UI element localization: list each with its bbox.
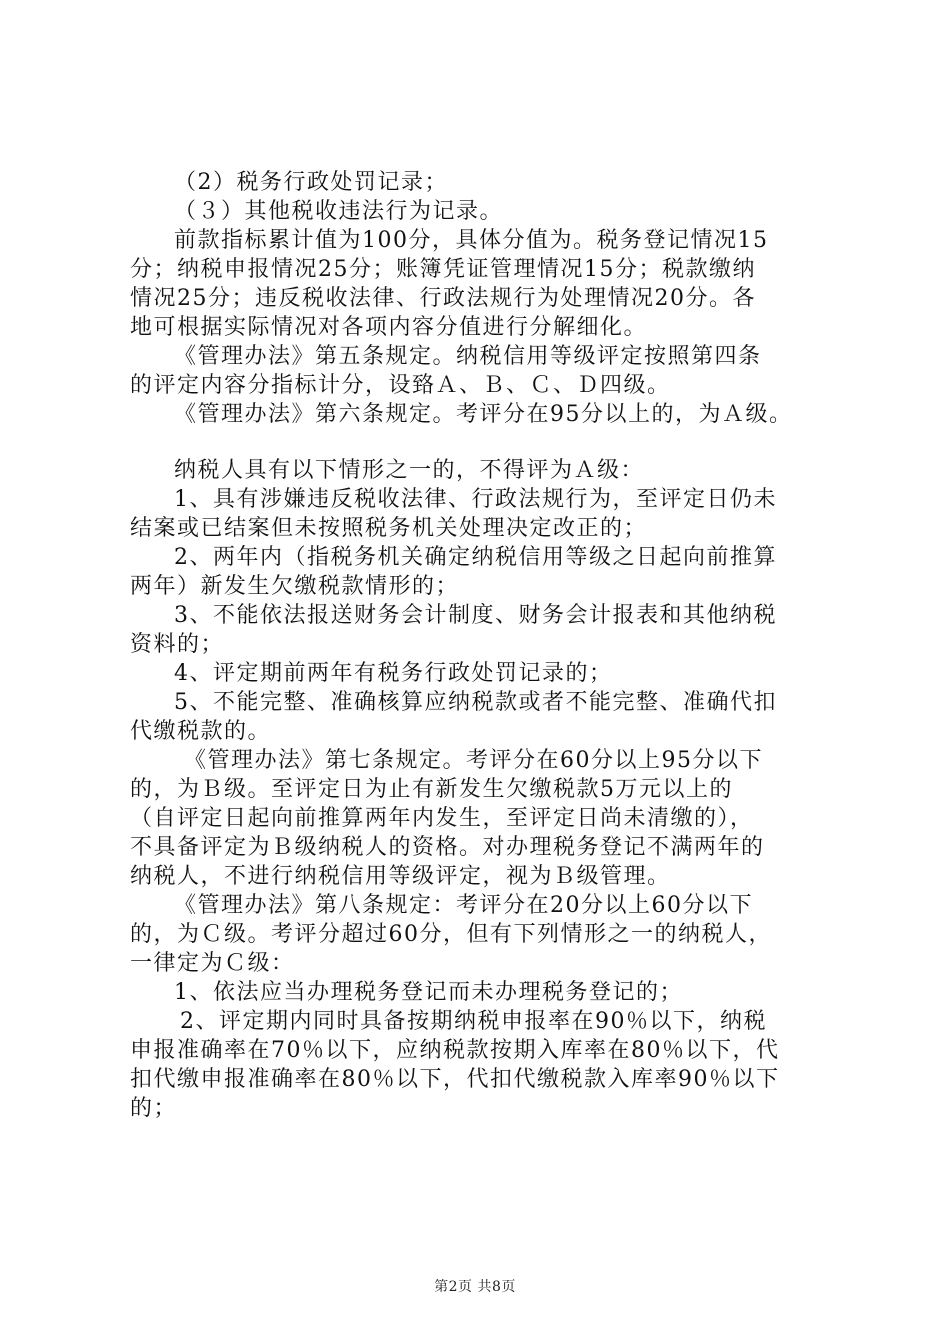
blank-line	[130, 429, 840, 456]
text-line: （自评定日起向前推算两年内发生，至评定日尚未清缴的），	[130, 806, 754, 831]
text-line: 扣代缴申报准确率在80％以下，代扣代缴税款入库率90％以下	[130, 1067, 780, 1092]
text-line: 两年）新发生欠缴税款情形的；	[130, 574, 460, 599]
text-line: 的评定内容分指标计分，设臵Ａ、Ｂ、Ｃ、Ｄ四级。	[130, 373, 671, 398]
text-line: 代缴税款的。	[130, 719, 272, 744]
text-line: 情况25分；违反税收法律、行政法规行为处理情况20分。各	[130, 286, 756, 311]
text-line: 《管理办法》第六条规定。考评分在95分以上的，为Ａ级。	[174, 402, 793, 427]
document-body	[130, 168, 840, 1123]
text-line: 4、评定期前两年有税务行政处罚记录的；	[174, 661, 613, 686]
text-line: 申报准确率在70％以下，应纳税款按期入库率在80％以下，代	[130, 1038, 780, 1063]
text-line: 《管理办法》第五条规定。纳税信用等级评定按照第四条	[174, 344, 762, 369]
text-line: 纳税人具有以下情形之一的，不得评为Ａ级：	[174, 458, 645, 483]
text-line: 1、依法应当办理税务登记而未办理税务登记的；	[174, 980, 683, 1005]
text-line: 的，为Ｃ级。考评分超过60分，但有下列情形之一的纳税人，	[130, 922, 772, 947]
text-line: 1、具有涉嫌违反税收法律、行政法规行为，至评定日仍未	[174, 487, 777, 512]
text-line: 《管理办法》第八条规定：考评分在20分以上60分以下	[174, 893, 753, 918]
page-footer: 第2页 共8页	[434, 1279, 516, 1295]
text-line: 5、不能完整、准确核算应纳税款或者不能完整、准确代扣	[174, 690, 777, 715]
text-line: 不具备评定为Ｂ级纳税人的资格。对办理税务登记不满两年的	[130, 835, 765, 860]
text-line: 2、评定期内同时具备按期纳税申报率在90％以下，纳税	[180, 1009, 767, 1034]
text-line: （2）税务行政处罚记录；	[174, 170, 448, 195]
text-line: 一律定为Ｃ级：	[130, 951, 295, 976]
text-line: 《管理办法》第七条规定。考评分在60分以上95分以下	[184, 748, 763, 773]
text-line: 的，为Ｂ级。至评定日为止有新发生欠缴税款5万元以上的	[130, 777, 733, 802]
text-line: 2、两年内（指税务机关确定纳税信用等级之日起向前推算	[174, 545, 777, 570]
text-line: 3、不能依法报送财务会计制度、财务会计报表和其他纳税	[174, 603, 777, 628]
text-line: 分；纳税申报情况25分；账簿凭证管理情况15分；税款缴纳	[130, 257, 756, 282]
text-line: 结案或已结案但未按照税务机关处理决定改正的；	[130, 516, 648, 541]
text-line: 前款指标累计值为100分，具体分值为。税务登记情况15	[174, 228, 769, 253]
text-line: 地可根据实际情况对各项内容分值进行分解细化。	[130, 315, 648, 340]
text-line: （３）其他税收违法行为记录。	[174, 199, 504, 224]
text-line: 纳税人，不进行纳税信用等级评定，视为Ｂ级管理。	[130, 864, 671, 889]
text-line: 资料的；	[130, 632, 225, 657]
text-line: 的；	[130, 1096, 178, 1121]
